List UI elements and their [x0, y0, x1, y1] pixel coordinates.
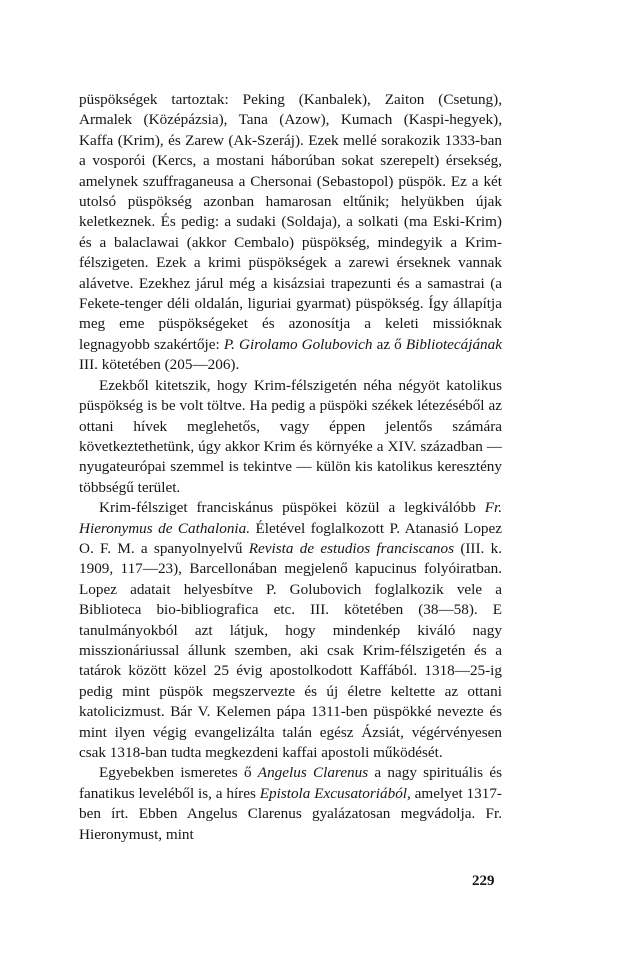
text-run: a nagy spirituális és fanatikus leveléből is, a híres — [79, 764, 502, 802]
text-run: Krim-félsziget franciskánus püspökei közül a legkiválóbb — [99, 499, 485, 517]
text-run: amelyet 1317-ben írt. Ebben Angelus Clarenus gyalázatosan megvádolja. Fr. Hieronymust, mint — [79, 784, 502, 843]
paragraph — [79, 376, 502, 498]
italic-work-title: Bibliotecájának — [405, 335, 502, 353]
italic-work-title: Epistola Excusatoriából, — [259, 784, 411, 802]
italic-person-name: Fr. Hieronymus de Cathalonia. — [79, 499, 502, 537]
italic-person-name: Angelus Clarenus — [257, 764, 369, 782]
page-number: 229 — [472, 873, 495, 889]
text-run: (III. k. 1909, 117—23), Barcellonában megjelenő kapucinus folyóiratban. Lopez adatait helyesbítve P. Golubovich foglalkozik vele a Biblioteca bio-bibliografica etc. III. kötetében (38—58). E tanulmányokból azt látjuk, hogy mindenkép kiváló nagy misszionáriussal állunk szemben, aki csak Krim-félszigetén és a tatárok között közel 25 évig apostolkodott Kaffából. 1318—25-ig pedig mint püspök megszervezte és új életre keltette az ottani katolicizmust. Bár V. Kelemen pápa 1311-ben püspökké nevezte és mint ilyen végig evangelizálta talán egész Ázsiát, végérvényesen csak 1318-ban tudta megkezdeni kaffai apostoli működését. — [79, 539, 503, 761]
paragraph — [79, 763, 502, 845]
body-text — [79, 90, 502, 845]
paragraph — [79, 90, 502, 376]
text-run: Ezekből kitetszik, hogy Krim-félszigetén néha négyöt katolikus püspökség is be volt töltve. Ha pedig a püspöki székek létezéséből az ottani hívek meglehetős, vagy éppen jelentős számára következtethetünk, úgy akkor Krim és környéke a XIV. században — nyugateurópai szemmel is tekintve — külön kis katolikus keresztény többségű terület. — [79, 376, 502, 496]
text-run: püspökségek tartoztak: Peking (Kanbalek), Zaiton (Csetung), Armalek (Középázsia), Tana (Azow), Kumach (Kaspi-hegyek), Kaffa (Krim), és Zarew (Ak-Szeráj). Ezek mellé sorakozik 1333-ban a vosporói (Kercs, a mostani háborúban sokat szerepelt) érsekség, amelynek szuffraganeusa a Chersonai (Sebastopol) püspök. Ez a két utolsó püspökség azonban hamarosan eltűnik; helyükben újak keletkeznek. És pedig: a sudaki (Soldaja), a solkati (ma Eski-Krim) és a balaclawai (akkor Cembalo) püspökség, mindegyik a Krim-félszigeten. Ezek a krimi püspökségek a zarewi érseknek vannak alávetve. Ezekhez járul még a kisázsiai trapezunti és a samastrai (a Fekete-tenger déli oldalán, liguriai gyarmat) püspökség. Így állapítja meg eme püspökségeket és azonosítja a keleti missióknak legnagyobb szakértője: — [79, 91, 502, 353]
text-run: Életével foglalkozott P. Atanasió Lopez O. F. M. a spanyolnyelvű — [79, 519, 502, 557]
text-run: Egyebekben ismeretes ő — [99, 764, 258, 782]
paragraph — [79, 498, 502, 763]
text-run: III. kötetében (205—206). — [79, 356, 240, 374]
text-run: az ő — [372, 335, 406, 353]
italic-author-name: P. Girolamo Golubovich — [223, 335, 373, 353]
italic-journal-title: Revista de estudios franciscanos — [248, 539, 455, 557]
